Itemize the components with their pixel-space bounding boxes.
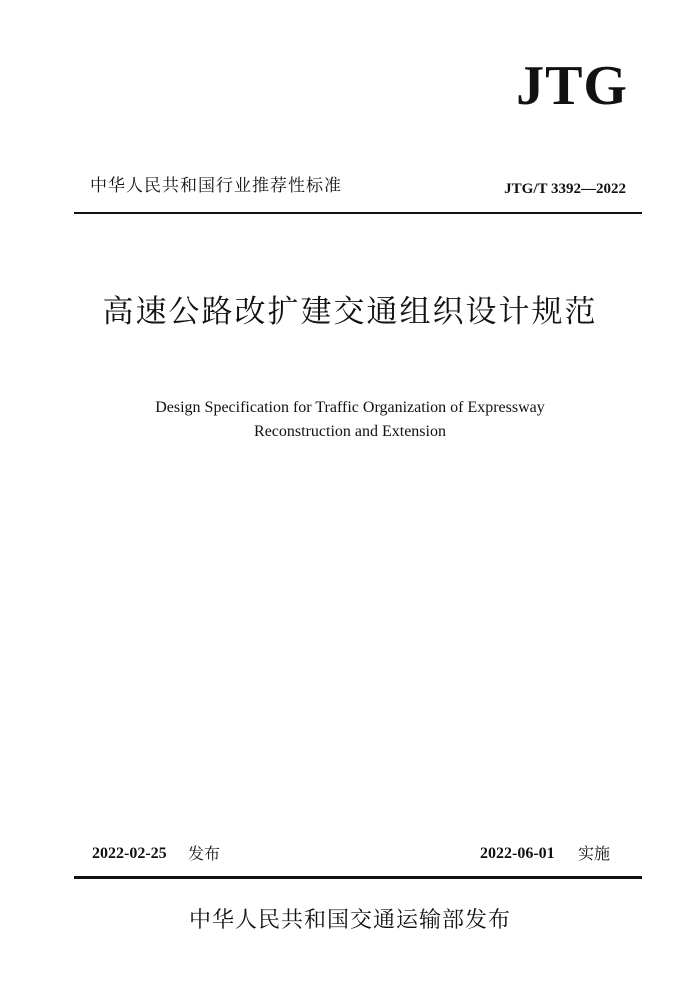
implementation-label: 实施: [578, 844, 611, 863]
issue-label: 发布: [188, 844, 221, 863]
jtg-logo: JTG: [516, 55, 628, 117]
title-english-line1: Design Specification for Traffic Organization of Expressway: [155, 399, 545, 416]
issue-date: 2022-02-25: [92, 845, 167, 862]
header-divider: [74, 212, 642, 214]
title-english-line2: Reconstruction and Extension: [254, 423, 446, 440]
standard-number: JTG/T 3392—2022: [504, 181, 626, 197]
issuing-authority: 中华人民共和国交通运输部发布: [188, 908, 511, 933]
dates-row: [80, 842, 636, 866]
title-chinese: 高速公路改扩建交通组织设计规范: [102, 294, 598, 330]
footer-divider: [74, 876, 642, 879]
title-english: [0, 396, 700, 444]
implementation-date: 2022-06-01: [480, 845, 555, 862]
standard-category: 中华人民共和国行业推荐性标准: [90, 176, 342, 196]
